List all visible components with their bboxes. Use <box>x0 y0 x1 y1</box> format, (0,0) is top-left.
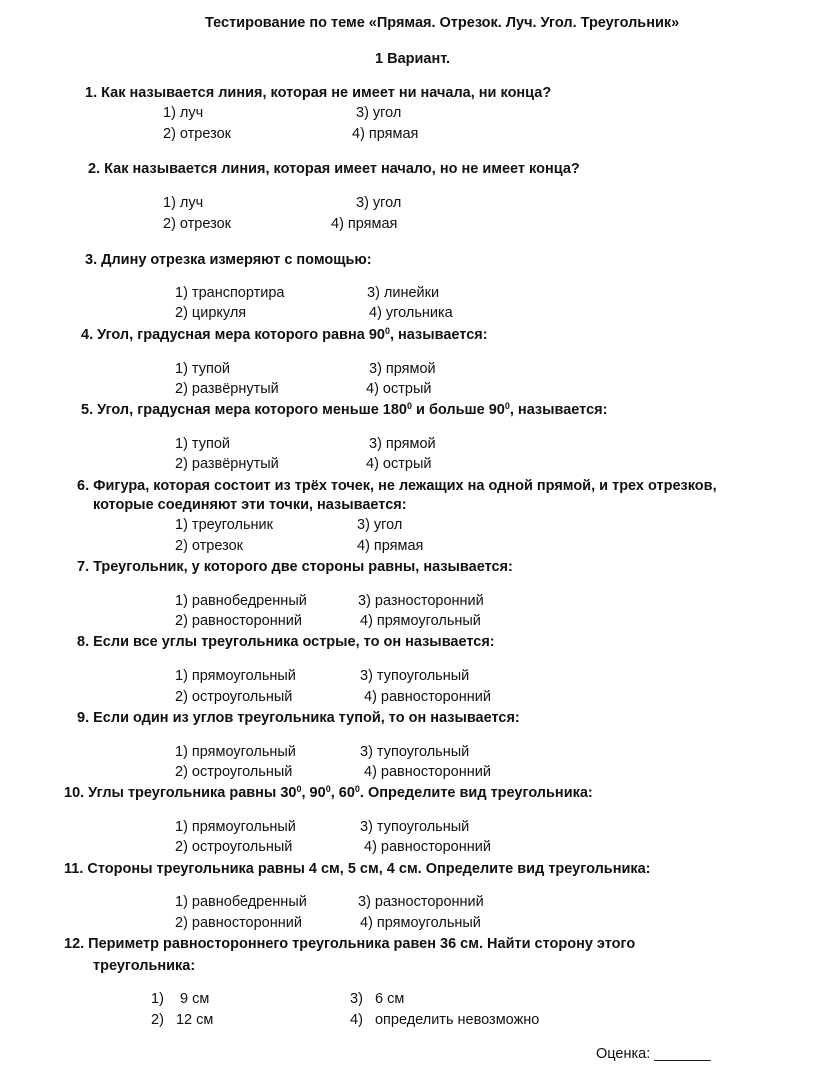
grade-field: Оценка: _______ <box>596 1046 711 1062</box>
question-5: 5. Угол, градусная мера которого меньше $180^0$ и больше $90^0$, называется: <box>81 401 608 418</box>
document-title: Тестирование по теме «Прямая. Отрезок. Луч. Угол. Треугольник» <box>205 15 680 31</box>
question-2: 2. Как называется линия, которая имеет начало, но не имеет конца? <box>88 161 580 177</box>
q11-answer-3: 3) разносторонний <box>358 894 484 910</box>
question-7: 7. Треугольник, у которого две стороны равны, называется: <box>77 559 513 575</box>
q5-answer-2: 2) развёрнутый <box>175 456 279 472</box>
q1-answer-1: 1) луч <box>163 105 204 121</box>
question-12-line-1: 12. Периметр равностороннего треугольника равен 36 см. Найти сторону этого <box>64 936 636 952</box>
q7-answer-1: 1) равнобедренный <box>175 593 307 609</box>
q3-answer-3: 3) линейки <box>367 285 440 301</box>
q6-answer-4: 4) прямая <box>357 538 424 554</box>
question-1: 1. Как называется линия, которая не имеет ни начала, ни конца? <box>85 85 552 101</box>
q7-answer-3: 3) разносторонний <box>358 593 484 609</box>
variant-label: 1 Вариант. <box>375 51 451 67</box>
q4-answer-4: 4) острый <box>366 381 432 397</box>
q4-answer-3: 3) прямой <box>369 361 436 377</box>
q4-answer-1: 1) тупой <box>175 361 230 377</box>
q1-answer-2: 2) отрезок <box>163 126 232 142</box>
question-8: 8. Если все углы треугольника острые, то он называется: <box>77 634 495 650</box>
q1-answer-3: 3) угол <box>356 105 402 121</box>
question-9: 9. Если один из углов треугольника тупой, то он называется: <box>77 710 520 726</box>
q12-answer-1: 1) 9 см <box>151 991 210 1007</box>
question-6-line-2: которые соединяют эти точки, называется: <box>93 497 407 513</box>
q8-answer-4: 4) равносторонний <box>364 689 491 705</box>
q11-answer-1: 1) равнобедренный <box>175 894 307 910</box>
q5-answer-4: 4) острый <box>366 456 432 472</box>
q2-answer-2: 2) отрезок <box>163 216 232 232</box>
q2-answer-3: 3) угол <box>356 195 402 211</box>
q5-answer-3: 3) прямой <box>369 436 436 452</box>
q6-answer-2: 2) отрезок <box>175 538 244 554</box>
question-10: 10. Углы треугольника равны $30^0$, $90^0$, $60^0$. Определите вид треугольника: <box>64 784 593 801</box>
q2-answer-4: 4) прямая <box>331 216 398 232</box>
question-12-line-2: треугольника: <box>93 958 196 974</box>
q9-answer-3: 3) тупоугольный <box>360 744 470 760</box>
question-11: 11. Стороны треугольника равны 4 см, 5 см, 4 см. Определите вид треугольника: <box>64 861 651 877</box>
q5-answer-1: 1) тупой <box>175 436 230 452</box>
q11-answer-4: 4) прямоугольный <box>360 915 481 931</box>
question-6-line-1: 6. Фигура, которая состоит из трёх точек, не лежащих на одной прямой, и трех отрезков, <box>77 478 717 494</box>
q8-answer-2: 2) остроугольный <box>175 689 293 705</box>
q12-answer-3: 3) 6 см <box>350 991 405 1007</box>
q4-answer-2: 2) развёрнутый <box>175 381 279 397</box>
degree-mark: 0 <box>354 784 360 794</box>
question-4: 4. Угол, градусная мера которого равна $90^0$, называется: <box>81 326 488 343</box>
q10-answer-4: 4) равносторонний <box>364 839 491 855</box>
q10-answer-2: 2) остроугольный <box>175 839 293 855</box>
q8-answer-3: 3) тупоугольный <box>360 668 470 684</box>
degree-mark: 0 <box>406 401 412 411</box>
q10-answer-1: 1) прямоугольный <box>175 819 296 835</box>
q3-answer-1: 1) транспортира <box>175 285 285 301</box>
q2-answer-1: 1) луч <box>163 195 204 211</box>
q1-answer-4: 4) прямая <box>352 126 419 142</box>
q3-answer-4: 4) угольника <box>369 305 453 321</box>
q9-answer-1: 1) прямоугольный <box>175 744 296 760</box>
question-3: 3. Длину отрезка измеряют с помощью: <box>85 252 372 268</box>
q7-answer-2: 2) равносторонний <box>175 613 302 629</box>
q7-answer-4: 4) прямоугольный <box>360 613 481 629</box>
degree-mark: 0 <box>325 784 331 794</box>
degree-mark: 0 <box>504 401 510 411</box>
q12-answer-4: 4) определить невозможно <box>350 1012 540 1028</box>
q6-answer-1: 1) треугольник <box>175 517 273 533</box>
q8-answer-1: 1) прямоугольный <box>175 668 296 684</box>
q3-answer-2: 2) циркуля <box>175 305 247 321</box>
degree-mark: 0 <box>384 326 390 336</box>
q12-answer-2: 2) 12 см <box>151 1012 214 1028</box>
degree-mark: 0 <box>296 784 302 794</box>
q6-answer-3: 3) угол <box>357 517 403 533</box>
q10-answer-3: 3) тупоугольный <box>360 819 470 835</box>
q11-answer-2: 2) равносторонний <box>175 915 302 931</box>
q9-answer-4: 4) равносторонний <box>364 764 491 780</box>
q9-answer-2: 2) остроугольный <box>175 764 293 780</box>
